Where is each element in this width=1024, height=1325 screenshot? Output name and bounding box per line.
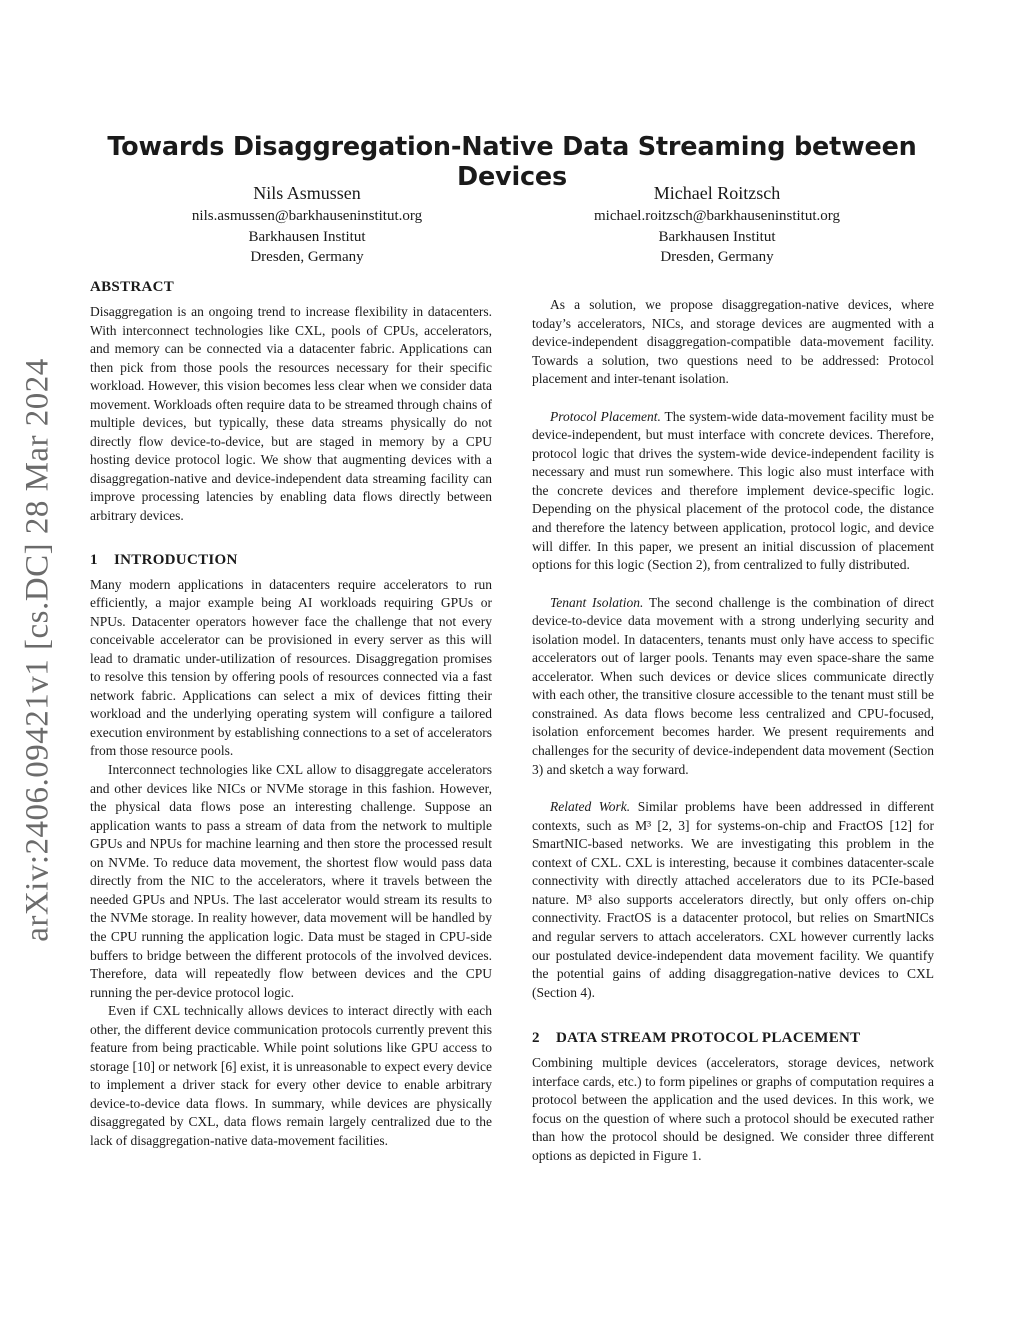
body-paragraph: Interconnect technologies like CXL allow to disaggregate accelerators and other devices like NICs or NVMe storage in this fashion. However, the physical data flows pose an interesting challenge. Suppose an application wants to pass a stream of data from the network to multiple GPUs and NPUs for machine learning and then store the processed result on NVMe. To reduce data movement, the shortest flow would pass data directly from the NIC to the accelerators, where it travels between the needed GPUs and NPUs. The last accelerator would stream its results to the NVMe storage. In reality however, data movement will be handled by the CPU running the application logic. Data must be staged in CPU-side buffers to bridge between the different protocols of the involved devices. Therefore, data will repeatedly flow between devices and the CPU running the per-device protocol logic.	[90, 762, 492, 1000]
body-paragraph: As a solution, we propose disaggregation-native devices, where today’s accelerators, NICs, and storage devices are augmented with a device-independent disaggregation-compatible data-movement facility. Towards a solution, two questions need to be addressed: Protocol placement and inter-tenant isolation.	[532, 297, 934, 387]
runin-heading: Related Work.	[550, 799, 631, 815]
section-title: DATA STREAM PROTOCOL PLACEMENT	[556, 1030, 861, 1047]
section-number: 1	[90, 551, 98, 568]
body-paragraph: Combining multiple devices (accelerators, storage devices, network interface cards, etc.) to form pipelines or graphs of computation requires a protocol between the application and the used devices. In this work, we focus on the question of where such a protocol should be executed rather than how the protocol should be designed. We consider three different options as depicted in Figure 1.	[532, 1055, 934, 1163]
arxiv-identifier: arXiv:2406.09421v1 [cs.DC] 28 Mar 2024	[19, 358, 56, 942]
section-heading-placement	[532, 1028, 934, 1048]
author-email: nils.asmussen@barkhauseninstitut.org	[191, 208, 423, 224]
author-name: Nils Asmussen	[253, 183, 361, 203]
paper-title: Towards Disaggregation-Native Data Streaming between Devices	[107, 132, 917, 192]
section-title: INTRODUCTION	[114, 551, 238, 568]
abstract-heading: ABSTRACT	[90, 279, 175, 295]
body-paragraph: Even if CXL technically allows devices to interact directly with each other, the different device communication protocols currently prevent this feature from being practicable. While point solutions like GPU access to storage [10] or network [6] exist, it is unreasonable to expect every device to implement a driver stack for every other device to enable arbitrary device-to-device data flows. In summary, while devices are physically disaggregated by CXL, data flows remain largely centralized due to the lack of disaggregation-native data-movement facilities.	[90, 1003, 492, 1148]
arxiv-sidebar	[10, 350, 66, 950]
runin-heading: Tenant Isolation.	[550, 594, 644, 610]
runin-heading: Protocol Placement.	[550, 408, 661, 424]
left-column	[90, 277, 492, 1151]
author-block	[127, 180, 487, 268]
author-location: Dresden, Germany	[250, 249, 364, 265]
paragraph-text: The second challenge is the combination of direct device-to-device data movement with a strong underlying security and isolation model. In datacenters, tenants must only have access to specific accelerators out of larger pools. Tenants may even space-share the same accelerator. When such devices or device slices communicate directly with each other, the transitive closure accessible to the tenant must still be constrained. As data flows become less centralized and CPU-focused, isolation enforcement becomes harder. We present requirements and challenges for the security of device-independent data movement (Section 3) and sketch a way forward.	[532, 594, 935, 777]
author-affiliation: Barkhausen Institut	[658, 228, 776, 245]
tenant-isolation-paragraph	[532, 594, 934, 779]
paragraph-text: Similar problems have been addressed in different contexts, such as M³ [2, 3] for systems-on-chip and FractOS [12] for SmartNIC-based networks. We are investigating this problem in the context of CXL. CXL is interesting, because it combines datacenter-scale connectivity with directly attached accelerators due to its PCIe-based nature. M³ also supports accelerators directly, but only offers on-chip connectivity. FractOS is a datacenter protocol, but relies on SmartNICs and regular servers to attach accelerators. CXL however currently lacks our postulated device-independent data movement facility. We quantify the potential gains of adding disaggregation-native devices to CXL (Section 4).	[532, 799, 935, 1000]
right-column	[532, 296, 934, 1165]
body-paragraph: Many modern applications in datacenters require accelerators to run efficiently, a major example being AI workloads requiring GPUs or NPUs. Datacenter operators however face the challenge that not every conceivable accelerator can be provisioned in every server as this will lead to dramatic under-utilization of resources. Disaggregation promises to resolve this tension by offering pools of resources connected via a fast network fabric. Applications can select a mix of devices fitting their workload and the underlying operating system will configure a tailored execution environment by establishing connections to a set of accelerators from those resource pools.	[90, 576, 492, 759]
section-heading-introduction	[90, 550, 492, 570]
author-block	[537, 180, 897, 268]
related-work-paragraph	[532, 798, 934, 1002]
section-number: 2	[532, 1030, 540, 1047]
author-email: michael.roitzsch@barkhauseninstitut.org	[594, 208, 840, 224]
author-affiliation: Barkhausen Institut	[248, 228, 366, 245]
protocol-placement-paragraph	[532, 408, 934, 575]
author-location: Dresden, Germany	[660, 249, 774, 265]
paragraph-text: The system-wide data-movement facility must be device-independent, but must interface with concrete devices. Therefore, protocol logic that drives the system-wide device-independent facility is necessary and must run somewhere. This logic also must interface with the concrete devices and therefore implement device-specific logic. Depending on the physical placement of the protocol code, the distance and therefore the latency between application, protocol logic, and device will differ. In this paper, we present an initial discussion of placement options for this logic (Section 2), from centralized to fully distributed.	[532, 408, 934, 573]
abstract-text: Disaggregation is an ongoing trend to increase flexibility in datacenters. With interconnect technologies like CXL, pools of CPUs, accelerators, and memory can be connected via a datacenter fabric. Applications can then pick from those pools the resources necessary for their specific workload. However, this vision becomes less clear when we consider data movement. Workloads often require data to be streamed through chains of multiple devices, but typically, these data streams physically do not directly flow device-to-device, but are staged in memory by a CPU hosting device protocol logic. We show that augmenting devices with a disaggregation-native and device-independent data streaming facility can improve processing latencies by enabling data flows directly between arbitrary devices.	[90, 304, 492, 524]
author-name: Michael Roitzsch	[653, 183, 781, 203]
